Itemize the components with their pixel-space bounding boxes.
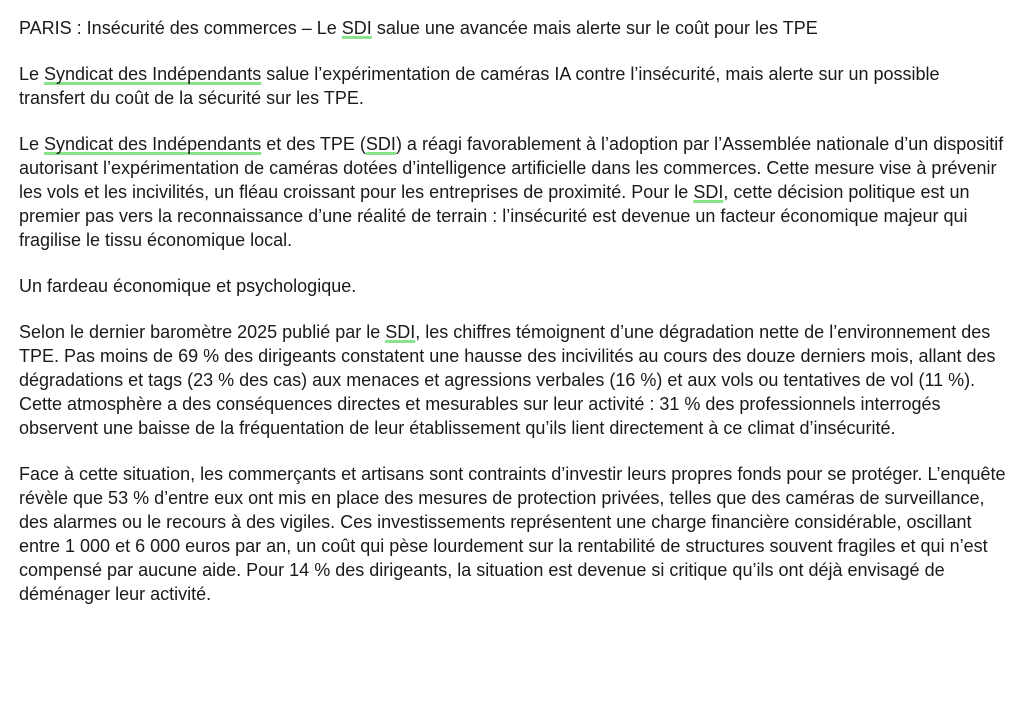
- text-run: Le: [19, 64, 45, 84]
- text-run: Le: [19, 134, 45, 154]
- paragraph: [19, 462, 1006, 606]
- grammar-flagged-term: Syndicat des Indépendants: [44, 134, 262, 154]
- paragraph: [19, 132, 1006, 252]
- text-run: Face à cette situation, les commerçants et artisans sont contraints d’investir leurs propres fonds pour se protéger. L’enquête révèle que 53 % d’entre eux ont mis en place des mesures de protection privées, telles que des caméras de surveillance, des alarmes ou le recours à des vigiles. Ces investissements représentent une charge financière considérable, oscillant entre 1 000 et 6 000 euros par an, un coût qui pèse lourdement sur la rentabilité de structures souvent fragiles et qui n’est compensé par aucune aide. Pour 14 % des dirigeants, la situation est devenue si critique qu’ils ont déjà envisagé de déménager leur activité.: [19, 464, 1006, 604]
- grammar-flagged-term: SDI: [385, 322, 416, 342]
- text-run: Un fardeau économique et psychologique.: [19, 276, 357, 296]
- text-run: et des TPE (: [261, 134, 366, 154]
- text-run: ) a réagi favorablement à l’adoption par l’Assemblée nationale d’un dispositif autorisant l’expérimentation de caméras dotées d’intelligence artificielle dans les commerces. Cette mesure vise à prévenir les vols et les incivilités, un fléau croissant pour les entreprises de proximité. Pour le: [19, 134, 1004, 202]
- grammar-flagged-term: Syndicat des Indépendants: [44, 64, 262, 84]
- text-run: PARIS : Insécurité des commerces – Le: [19, 18, 342, 38]
- grammar-flagged-term: SDI: [341, 18, 372, 38]
- text-run: , cette décision politique est un premier pas vers la reconnaissance d’une réalité de terrain : l’insécurité est devenue un facteur économique majeur qui fragilise le tissu économique local.: [19, 182, 970, 250]
- text-run: salue l’expérimentation de caméras IA contre l’insécurité, mais alerte sur un possible transfert du coût de la sécurité sur les TPE.: [19, 64, 940, 108]
- paragraph: [19, 320, 1006, 440]
- text-run: , les chiffres témoignent d’une dégradation nette de l’environnement des TPE. Pas moins de 69 % des dirigeants constatent une hausse des incivilités au cours des douze derniers mois, allant des dégradations et tags (23 % des cas) aux menaces et agressions verbales (16 %) et aux vols ou tentatives de vol (11 %). Cette atmosphère a des conséquences directes et mesurables sur leur activité : 31 % des professionnels interrogés observent une baisse de la fréquentation de leur établissement qu’ils lient directement à ce climat d’insécurité.: [19, 322, 996, 438]
- paragraph: [19, 62, 1006, 110]
- paragraph: [19, 274, 1006, 298]
- text-run: Selon le dernier baromètre 2025 publié par le: [19, 322, 386, 342]
- text-run: salue une avancée mais alerte sur le coût pour les TPE: [371, 18, 818, 38]
- grammar-flagged-term: SDI: [693, 182, 724, 202]
- grammar-flagged-term: SDI: [365, 134, 396, 154]
- paragraph: [19, 16, 1006, 40]
